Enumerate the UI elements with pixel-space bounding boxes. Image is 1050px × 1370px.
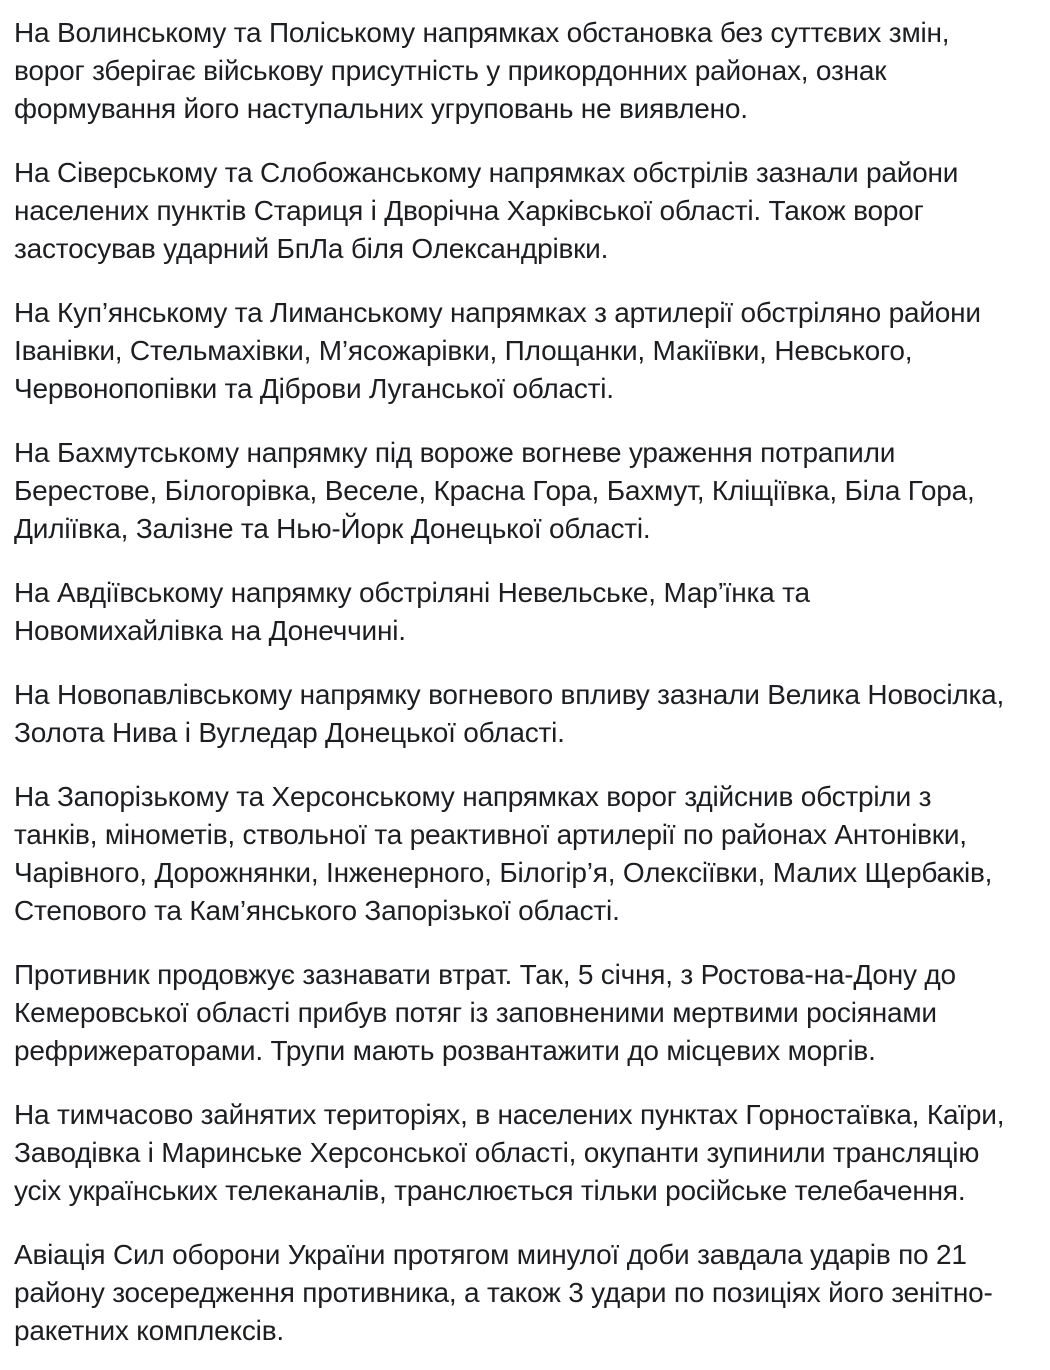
report-paragraph: Противник продовжує зазнавати втрат. Так, 5 січня, з Ростова-на-Дону до Кемеровської області прибув потяг із заповненими мертвими росіянами рефрижераторами. Трупи мають розвантажити до місцевих моргів. xyxy=(14,959,956,1066)
report-paragraph: На Бахмутському напрямку під вороже вогневе ураження потрапили Берестове, Білогорівка, Веселе, Красна Гора, Бахмут, Кліщіївка, Біла Гора, Диліївка, Залізне та Нью-Йорк Донецької області. xyxy=(14,437,975,544)
report-paragraph: На Авдіївському напрямку обстріляні Невельське, Мар’їнка та Новомихайлівка на Донеччині. xyxy=(14,577,810,646)
report-paragraph: На Сіверському та Слобожанському напрямках обстрілів зазнали райони населених пунктів Стариця і Дворічна Харківської області. Також ворог застосував ударний БпЛа біля Олександрівки. xyxy=(14,157,959,264)
report-paragraph: Авіація Сил оборони України протягом минулої доби завдала ударів по 21 району зосередження противника, а також 3 удари по позиціях його зенітно-ракетних комплексів. xyxy=(14,1239,993,1346)
report-paragraph: На Куп’янському та Лиманському напрямках з артилерії обстріляно райони Іванівки, Стельмахівки, М’ясожарівки, Площанки, Макіївки, Невського, Червонопопівки та Діброви Луганської області. xyxy=(14,297,981,404)
report-paragraph: На тимчасово зайнятих територіях, в населених пунктах Горностаївка, Каїри, Заводівка і Маринське Херсонської області, окупанти зупинили трансляцію усіх українських телеканалів, транслюється тільки російське телебачення. xyxy=(14,1099,1005,1206)
report-paragraph: На Новопавлівському напрямку вогневого впливу зазнали Велика Новосілка, Золота Нива і Вугледар Донецької області. xyxy=(14,679,1005,748)
report-paragraph: На Запорізькому та Херсонському напрямках ворог здійснив обстріли з танків, мінометів, ствольної та реактивної артилерії по районах Антонівки, Чарівного, Дорожнянки, Інженерного, Білогір’я, Олексіївки, Малих Щербаків, Степового та Кам’янського Запорізької області. xyxy=(14,781,993,926)
report-paragraph: На Волинському та Поліському напрямках обстановка без суттєвих змін, ворог зберігає військову присутність у прикордонних районах, ознак формування його наступальних угруповань не виявлено. xyxy=(14,17,950,124)
